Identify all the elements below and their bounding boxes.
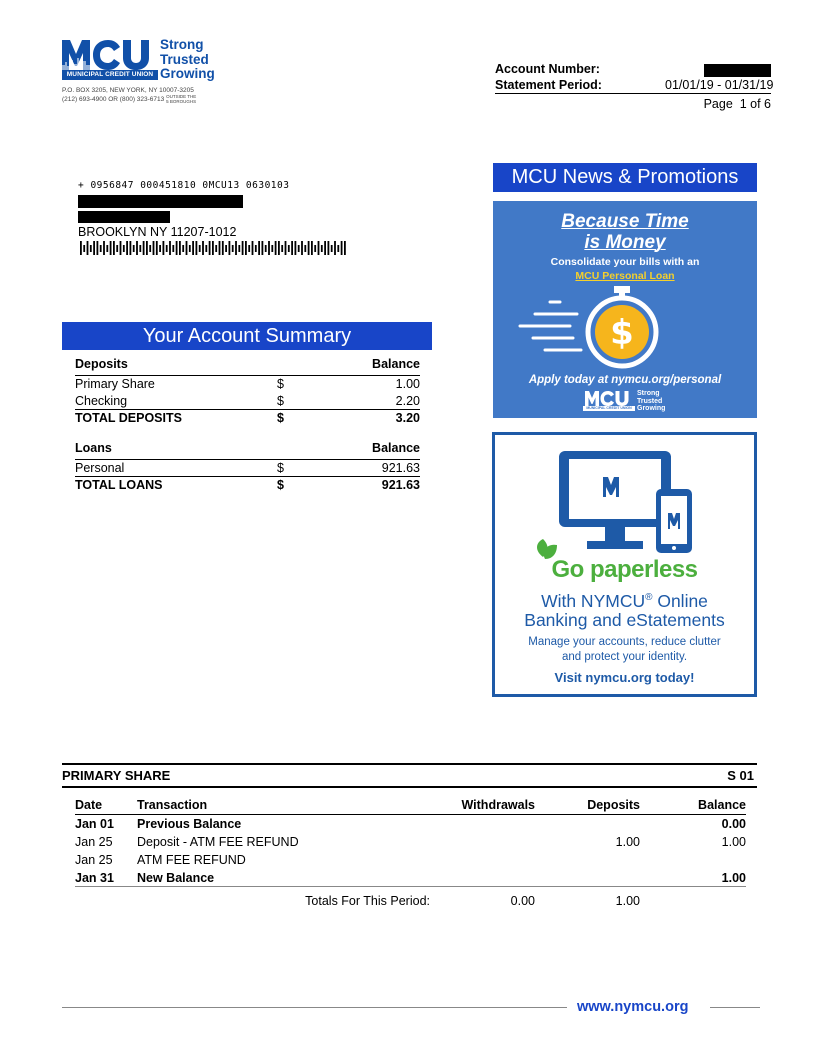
page-number: Page 1 of 6	[703, 97, 771, 111]
deposit-amount: 1.00	[395, 377, 420, 391]
deposits-header: Deposits	[75, 357, 128, 371]
postal-barcode	[78, 241, 350, 255]
loans-balance-header: Balance	[372, 441, 420, 455]
total-deposits-label: TOTAL DEPOSITS	[75, 411, 182, 425]
promo2-with-line1: With NYMCU® Online	[541, 590, 708, 611]
statement-period-label: Statement Period:	[495, 78, 602, 92]
logo-tagline: Strong Trusted Growing	[160, 37, 215, 81]
footer-url-link[interactable]: www.nymcu.org	[577, 999, 689, 1015]
totals-label: Totals For This Period:	[305, 894, 430, 908]
deposits-total-rule	[75, 409, 420, 410]
footer-rule-right	[710, 1007, 760, 1008]
header-divider	[495, 93, 771, 94]
cell-transaction: Previous Balance	[137, 817, 242, 831]
promo1-title-line1: Because Time	[561, 211, 689, 232]
barcode-line: + 0956847 000451810 0MCU13 0630103	[78, 180, 290, 191]
promo1-apply: Apply today at nymcu.org/personal	[528, 374, 722, 386]
cell-balance: 0.00	[721, 817, 746, 831]
name-redacted	[78, 195, 243, 208]
cell-transaction: Deposit - ATM FEE REFUND	[137, 835, 299, 849]
promo1-mcu-mark	[583, 390, 635, 406]
col-transaction: Transaction	[137, 798, 208, 812]
loan-amount: 921.63	[381, 461, 420, 475]
deposits-rule	[75, 375, 420, 376]
cell-date: Jan 25	[75, 835, 113, 849]
promo1-logo-union: MUNICIPAL CREDIT UNION	[583, 406, 635, 411]
footer-rule-left	[62, 1007, 567, 1008]
loans-rule	[75, 459, 420, 460]
total-deposits-currency: $	[277, 411, 284, 425]
loans-header: Loans	[75, 441, 112, 455]
cell-balance: 1.00	[721, 871, 746, 885]
col-withdrawals: Withdrawals	[461, 798, 535, 812]
totals-deposits: 1.00	[615, 894, 640, 908]
promo2-visit: Visit nymcu.org today!	[554, 670, 695, 685]
promo1-sub-line1: Consolidate your bills with an	[550, 256, 700, 268]
deposit-primary-share: Primary Share	[75, 377, 155, 391]
cell-transaction: New Balance	[137, 871, 215, 885]
promo1-sub-line2: MCU Personal Loan	[575, 270, 675, 282]
deposit-amount: 2.20	[395, 394, 420, 408]
cell-date: Jan 31	[75, 871, 114, 885]
columns-rule	[75, 814, 746, 815]
loan-currency: $	[277, 461, 284, 475]
promo2-small-line2: and protect your identity.	[561, 651, 688, 663]
logo-address: P.O. BOX 3205, NEW YORK, NY 10007-3205 (212) 693-4900 OR (800) 323-6713 OUTSIDE THE 5 BOROUGHS	[62, 87, 197, 104]
promo1-logo-tagline: Strong Trusted Growing	[637, 390, 666, 412]
loan-personal: Personal	[75, 461, 125, 475]
cell-deposits: 1.00	[615, 835, 640, 849]
primary-share-title: PRIMARY SHARE	[62, 768, 171, 783]
deposits-balance-header: Balance	[372, 357, 420, 371]
city-line: BROOKLYN NY 11207-1012	[78, 225, 237, 239]
mcu-logo-mark	[62, 38, 158, 70]
personal-loan-promo	[493, 201, 757, 418]
deposit-currency: $	[277, 377, 284, 391]
cell-date: Jan 01	[75, 817, 114, 831]
stopwatch-dollar-icon	[515, 284, 665, 374]
total-loans-amount: 921.63	[381, 478, 420, 492]
cell-transaction: ATM FEE REFUND	[137, 853, 246, 867]
deposit-checking: Checking	[75, 394, 128, 408]
logo-union-name: MUNICIPAL CREDIT UNION	[62, 70, 158, 80]
promo1-title-line2: is Money	[584, 232, 666, 253]
total-loans-currency: $	[277, 478, 284, 492]
primary-share-code: S 01	[727, 768, 754, 783]
mcu-logo	[62, 38, 222, 108]
cell-date: Jan 25	[75, 853, 113, 867]
go-paperless-heading: Go paperless	[551, 556, 698, 583]
primary-share-top-rule	[62, 763, 757, 765]
total-deposits-amount: 3.20	[395, 411, 420, 425]
deposit-currency: $	[277, 394, 284, 408]
totals-rule	[75, 886, 746, 887]
col-date: Date	[75, 798, 103, 812]
cell-balance: 1.00	[721, 835, 746, 849]
statement-period-value: 01/01/19 - 01/31/19	[665, 78, 774, 92]
go-paperless-promo	[492, 432, 757, 697]
svg-text:$: $	[610, 313, 634, 353]
account-number-label: Account Number:	[495, 62, 600, 76]
promo2-with-line2: Banking and eStatements	[524, 610, 725, 630]
col-balance: Balance	[698, 798, 746, 812]
promo1-mcu-logo	[583, 390, 673, 412]
col-deposits: Deposits	[587, 798, 640, 812]
street-redacted	[78, 211, 170, 223]
account-summary-title: Your Account Summary	[62, 322, 432, 350]
primary-share-header-rule	[62, 786, 757, 788]
news-promotions-title: MCU News & Promotions	[493, 163, 757, 192]
total-loans-label: TOTAL LOANS	[75, 478, 163, 492]
totals-withdrawals: 0.00	[510, 894, 535, 908]
promo2-small-line1: Manage your accounts, reduce clutter	[528, 636, 721, 648]
devices-icon	[531, 447, 721, 567]
loans-total-rule	[75, 476, 420, 477]
account-number-redacted	[704, 64, 771, 77]
